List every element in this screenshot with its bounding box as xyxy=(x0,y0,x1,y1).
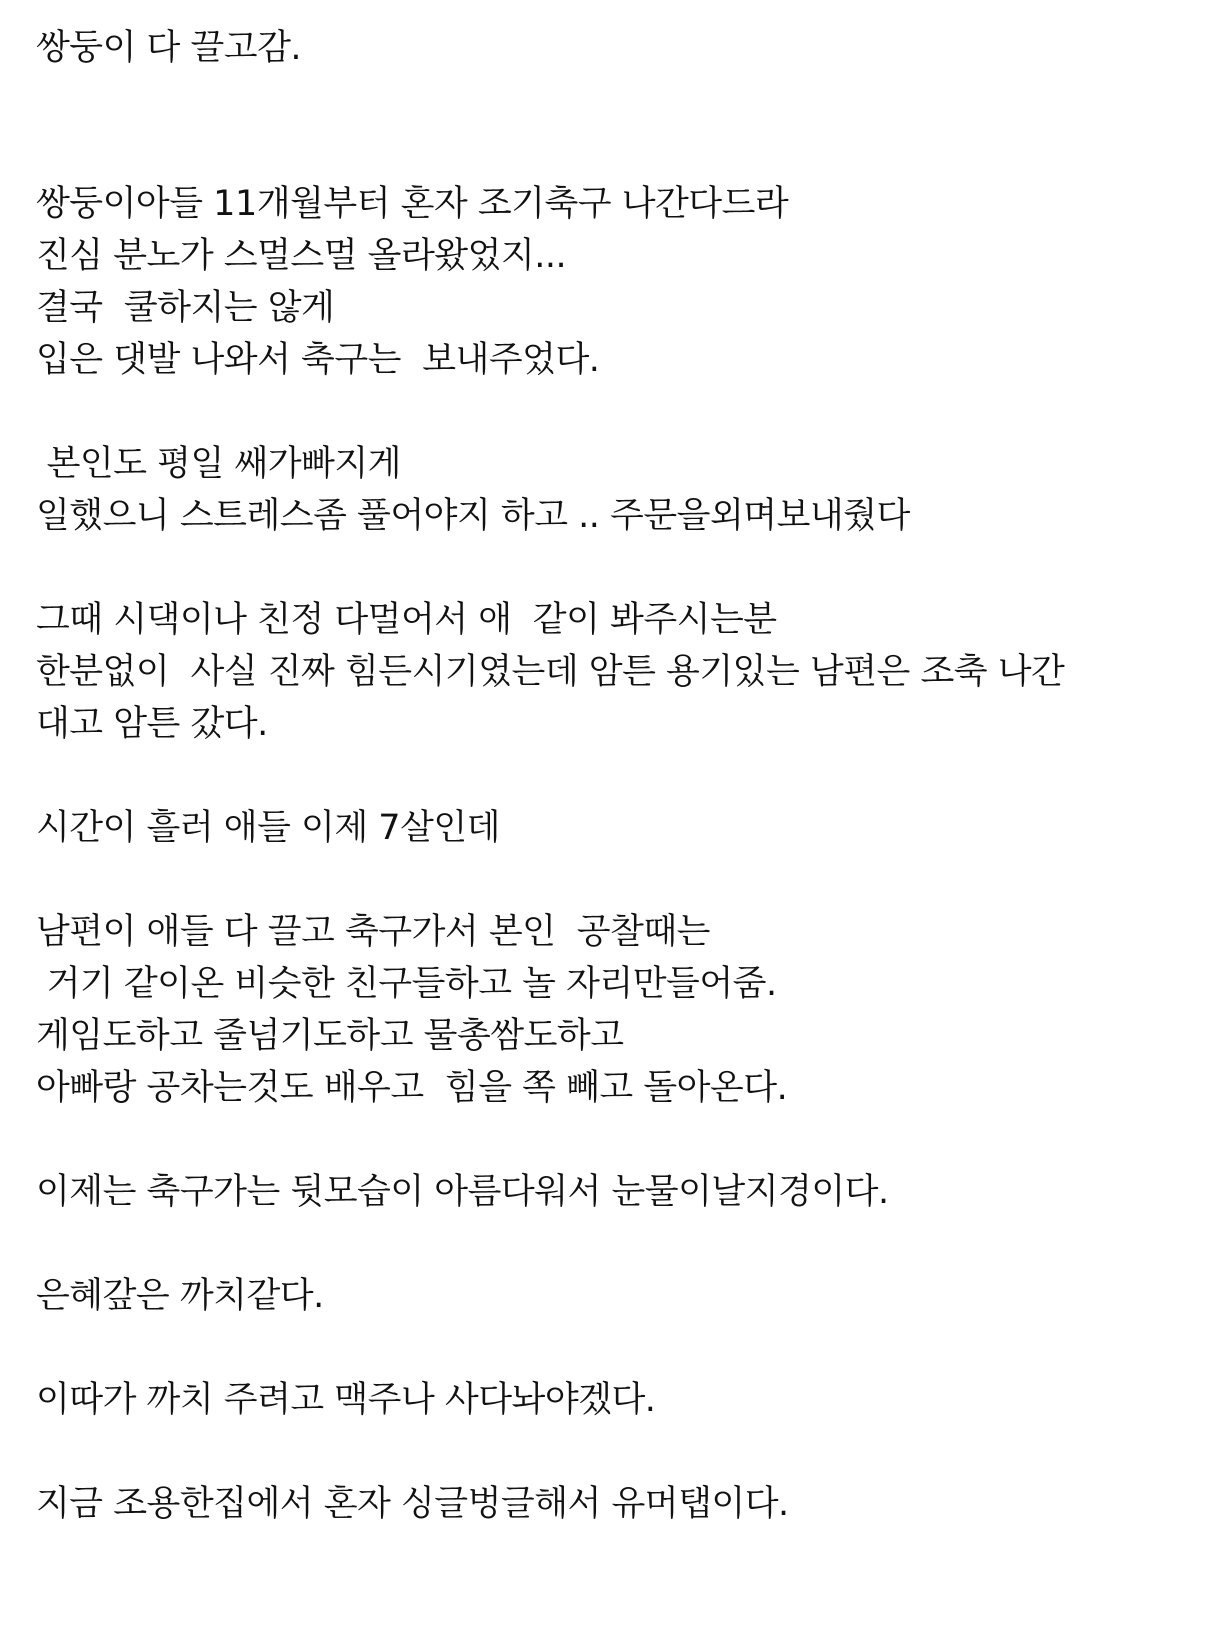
text-line: 이따가 까치 주려고 맥주나 사다놔야겠다. xyxy=(36,1380,656,1420)
spacer xyxy=(36,750,1186,802)
spacer xyxy=(36,542,1186,594)
text-line: 시간이 흘러 애들 이제 7살인데 xyxy=(36,808,500,848)
text-line: 입은 댓발 나와서 축구는 보내주었다. xyxy=(36,340,600,380)
post-title: 쌍둥이 다 끌고감. xyxy=(36,28,302,68)
text-line: 쌍둥이아들 11개월부터 혼자 조기축구 나간다드라 xyxy=(36,184,789,224)
text-line: 거기 같이온 비슷한 친구들하고 놀 자리만들어줌. xyxy=(36,964,777,1004)
spacer xyxy=(36,1218,1186,1270)
text-line: 한분없이 사실 진짜 힘든시기였는데 암튼 용기있는 남편은 조축 나간 xyxy=(36,652,1065,692)
post-body xyxy=(36,22,1186,1530)
text-line: 일했으니 스트레스좀 풀어야지 하고 .. 주문을외며보내줬다 xyxy=(36,496,910,536)
text-line: 게임도하고 줄넘기도하고 물총쌈도하고 xyxy=(36,1016,624,1056)
text-line: 남편이 애들 다 끌고 축구가서 본인 공찰때는 xyxy=(36,912,710,952)
paragraph-9 xyxy=(36,1478,1186,1530)
text-line: 본인도 평일 쌔가빠지게 xyxy=(36,444,401,484)
paragraph-8 xyxy=(36,1374,1186,1426)
paragraph-1 xyxy=(36,178,1186,386)
text-line: 이제는 축구가는 뒷모습이 아름다워서 눈물이날지경이다. xyxy=(36,1172,889,1212)
text-line: 아빠랑 공차는것도 배우고 힘을 쪽 빼고 돌아온다. xyxy=(36,1068,788,1108)
spacer xyxy=(36,854,1186,906)
spacer xyxy=(36,1426,1186,1478)
paragraph-4 xyxy=(36,802,1186,854)
text-line: 그때 시댁이나 친정 다멀어서 애 같이 봐주시는분 xyxy=(36,600,777,640)
spacer xyxy=(36,386,1186,438)
spacer xyxy=(36,1114,1186,1166)
text-line: 은혜갚은 까치같다. xyxy=(36,1276,324,1316)
paragraph-7 xyxy=(36,1270,1186,1322)
spacer xyxy=(36,1322,1186,1374)
spacer xyxy=(36,74,1186,178)
text-line: 결국 쿨하지는 않게 xyxy=(36,288,335,328)
text-line: 대고 암튼 갔다. xyxy=(36,704,268,744)
text-line: 지금 조용한집에서 혼자 싱글벙글해서 유머탭이다. xyxy=(36,1484,789,1524)
paragraph-3 xyxy=(36,594,1186,750)
paragraph-6 xyxy=(36,1166,1186,1218)
paragraph-5 xyxy=(36,906,1186,1114)
text-line: 진심 분노가 스멀스멀 올라왔었지... xyxy=(36,236,567,276)
paragraph-2 xyxy=(36,438,1186,542)
